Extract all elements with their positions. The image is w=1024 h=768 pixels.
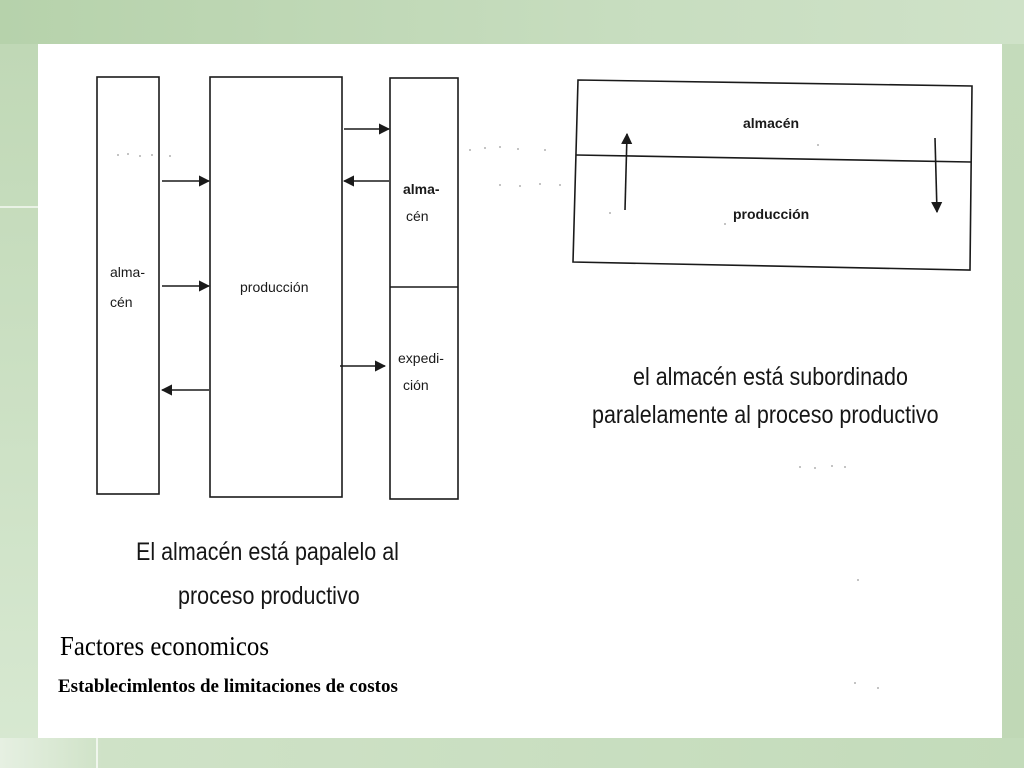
box-almacen-expedicion: [390, 78, 458, 499]
caption-left-line1: El almacén está papalelo al: [136, 538, 399, 566]
footer-title: Factores economicos: [60, 631, 270, 661]
label-produccion: producción: [240, 279, 309, 295]
label-almacen-top: almacén: [743, 115, 800, 131]
label-almacen-left-line1: alma-: [110, 264, 146, 280]
label-expedicion-line2: ción: [403, 377, 429, 393]
arrow-up: [625, 134, 627, 210]
label-almacen-right-line1: alma-: [403, 181, 440, 197]
caption-right-line2: paralelamente al proceso productivo: [592, 401, 939, 429]
label-almacen-right-line2: cén: [406, 208, 429, 224]
label-almacen-left-line2: cén: [110, 294, 133, 310]
label-produccion-bottom: producción: [733, 206, 810, 222]
box-almacen-left: [97, 77, 159, 494]
caption-right-line1: el almacén está subordinado: [633, 363, 908, 391]
arrow-down: [935, 138, 937, 212]
box-divider-right: [576, 155, 971, 162]
footer-subtitle: Establecimlentos de limitaciones de costos: [58, 676, 398, 697]
caption-left-line2: proceso productivo: [178, 582, 360, 610]
box-almacen-produccion: [573, 80, 972, 270]
label-expedicion-line1: expedi-: [398, 350, 444, 366]
